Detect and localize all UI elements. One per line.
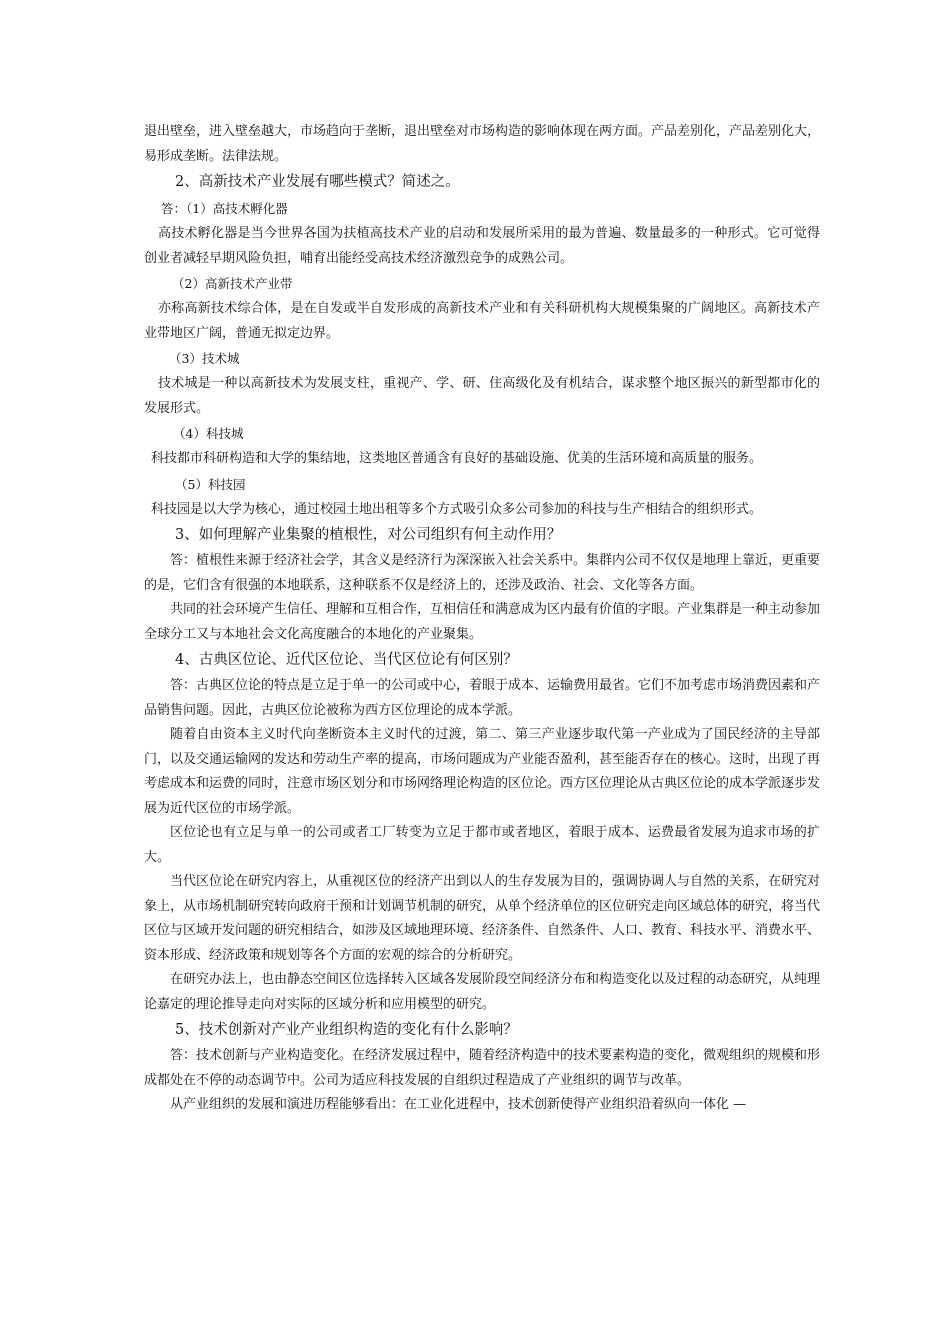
answer-2-subheading-5: （5）科技园 bbox=[175, 476, 246, 492]
answer-2-paragraph-4: 科技都市科研构造和大学的集结地，这类地区普通含有良好的基础设施、优美的生活环境和高质量的服务。 bbox=[151, 451, 763, 466]
paragraph-intro: 退出壁垒，进入壁垒越大，市场趋向于垄断，退出壁垒对市场构造的影响体现在两方面。产品差别化，产品差别化大，易形成垄断。法律法规。 bbox=[144, 124, 821, 164]
answer-2-subheading-2: （2）高新技术产业带 bbox=[172, 276, 293, 291]
answer-2-paragraph-3: 技术城是一种以高新技术为发展支柱，重视产、学、研、住高级化及有机结合，谋求整个地区振兴的新型都市化的发展形式。 bbox=[144, 376, 820, 416]
answer-2-paragraph-2: 亦称高新技术综合体，是在自发或半自发形成的高新技术产业和有关科研机构大规模集聚的广阔地区。高新技术产业带地区广阔，普通无拟定边界。 bbox=[144, 301, 820, 341]
answer-2-paragraph-5: 科技园是以大学为核心，通过校园土地出租等多个方式吸引众多公司参加的科技与生产相结合的组织形式。 bbox=[151, 501, 763, 517]
answer-5-paragraph-2: 从产业组织的发展和演进历程能够看出：在工业化进程中，技术创新使得产业组织沿着纵向一体化 — bbox=[170, 1097, 747, 1112]
question-2-heading: 2、高新技术产业发展有哪些模式？简述之。 bbox=[175, 174, 460, 190]
question-5-heading: 5、技术创新对产业产业组织构造的变化有什么影响？ bbox=[175, 1022, 518, 1038]
question-3-heading: 3、如何理解产业集聚的植根性，对公司组织有何主动作用？ bbox=[175, 527, 562, 543]
answer-2-subheading-3: （3）技术城 bbox=[169, 351, 240, 366]
document-page bbox=[144, 120, 820, 1118]
answer-2-label: 答：（1）高技术孵化器 bbox=[161, 201, 288, 216]
answer-2-paragraph-1: 高技术孵化器是当今世界各国为扶植高技术产业的启动和发展所采用的最为普遍、数量最多的一种形式。它可觉得创业者减轻早期风险负担，哺育出能经受高技术经济激烈竞争的成熟公司。 bbox=[144, 226, 820, 266]
answer-4-paragraph-4: 当代区位论在研究内容上，从重视区位的经济产出到以人的生存发展为目的，强调协调人与自然的关系，在研究对象上，从市场机制研究转向政府干预和计划调节机制的研究，从单个经济单位的区位研究走向区域总体的研究，将当代区位与区域开发问题的研究相结合，如涉及区域地理环境、经济条件、自然条件、人口、教育、科技水平、消费水平、资本形成、经济政策和规划等各个方面的宏观的综合的分析研究。 bbox=[144, 874, 821, 963]
answer-5-paragraph-1: 答：技术创新与产业构造变化。在经济发展过程中，随着经济构造中的技术要素构造的变化，微观组织的规模和形成都处在不停的动态调节中。公司为适应科技发展的自组织过程造成了产业组织的调节与改革。 bbox=[144, 1048, 821, 1088]
answer-4-paragraph-2: 随着自由资本主义时代向垄断资本主义时代的过渡，第二、第三产业逐步取代第一产业成为了国民经济的主导部门，以及交通运输网的发达和劳动生产率的提高，市场问题成为产业能否盈利，甚至能否存在的核心。这时，出现了再考虑成本和运费的同时，注意市场区划分和市场网络理论构造的区位论。西方区位理论从古典区位论的成本学派逐步发展为近代区位的市场学派。 bbox=[144, 727, 821, 816]
answer-4-paragraph-5: 在研究办法上，也由静态空间区位选择转入区域各发展阶段空间经济分布和构造变化以及过程的动态研究，从纯理论嘉定的理论推导走向对实际的区域分析和应用模型的研究。 bbox=[144, 972, 821, 1012]
answer-3-paragraph-1: 答：植根性来源于经济社会学，其含义是经济行为深深嵌入社会关系中。集群内公司不仅仅是地理上靠近，更重要的是，它们含有很强的本地联系，这种联系不仅是经济上的，还涉及政治、社会、文化等各方面。 bbox=[144, 553, 821, 593]
answer-4-paragraph-1: 答：古典区位论的特点是立足于单一的公司或中心，着眼于成本、运输费用最省。它们不加考虑市场消费因素和产品销售问题。因此，古典区位论被称为西方区位理论的成本学派。 bbox=[144, 678, 821, 718]
answer-3-paragraph-2: 共同的社会环境产生信任、理解和互相合作，互相信任和满意成为区内最有价值的字眼。产业集群是一种主动参加全球分工又与本地社会文化高度融合的本地化的产业聚集。 bbox=[144, 602, 821, 642]
question-4-heading: 4、古典区位论、近代区位论、当代区位论有何区别？ bbox=[175, 652, 518, 668]
answer-2-subheading-4: （4）科技城 bbox=[173, 426, 244, 441]
answer-4-paragraph-3: 区位论也有立足与单一的公司或者工厂转变为立足于都市或者地区，着眼于成本、运费最省发展为追求市场的扩大。 bbox=[144, 825, 820, 865]
